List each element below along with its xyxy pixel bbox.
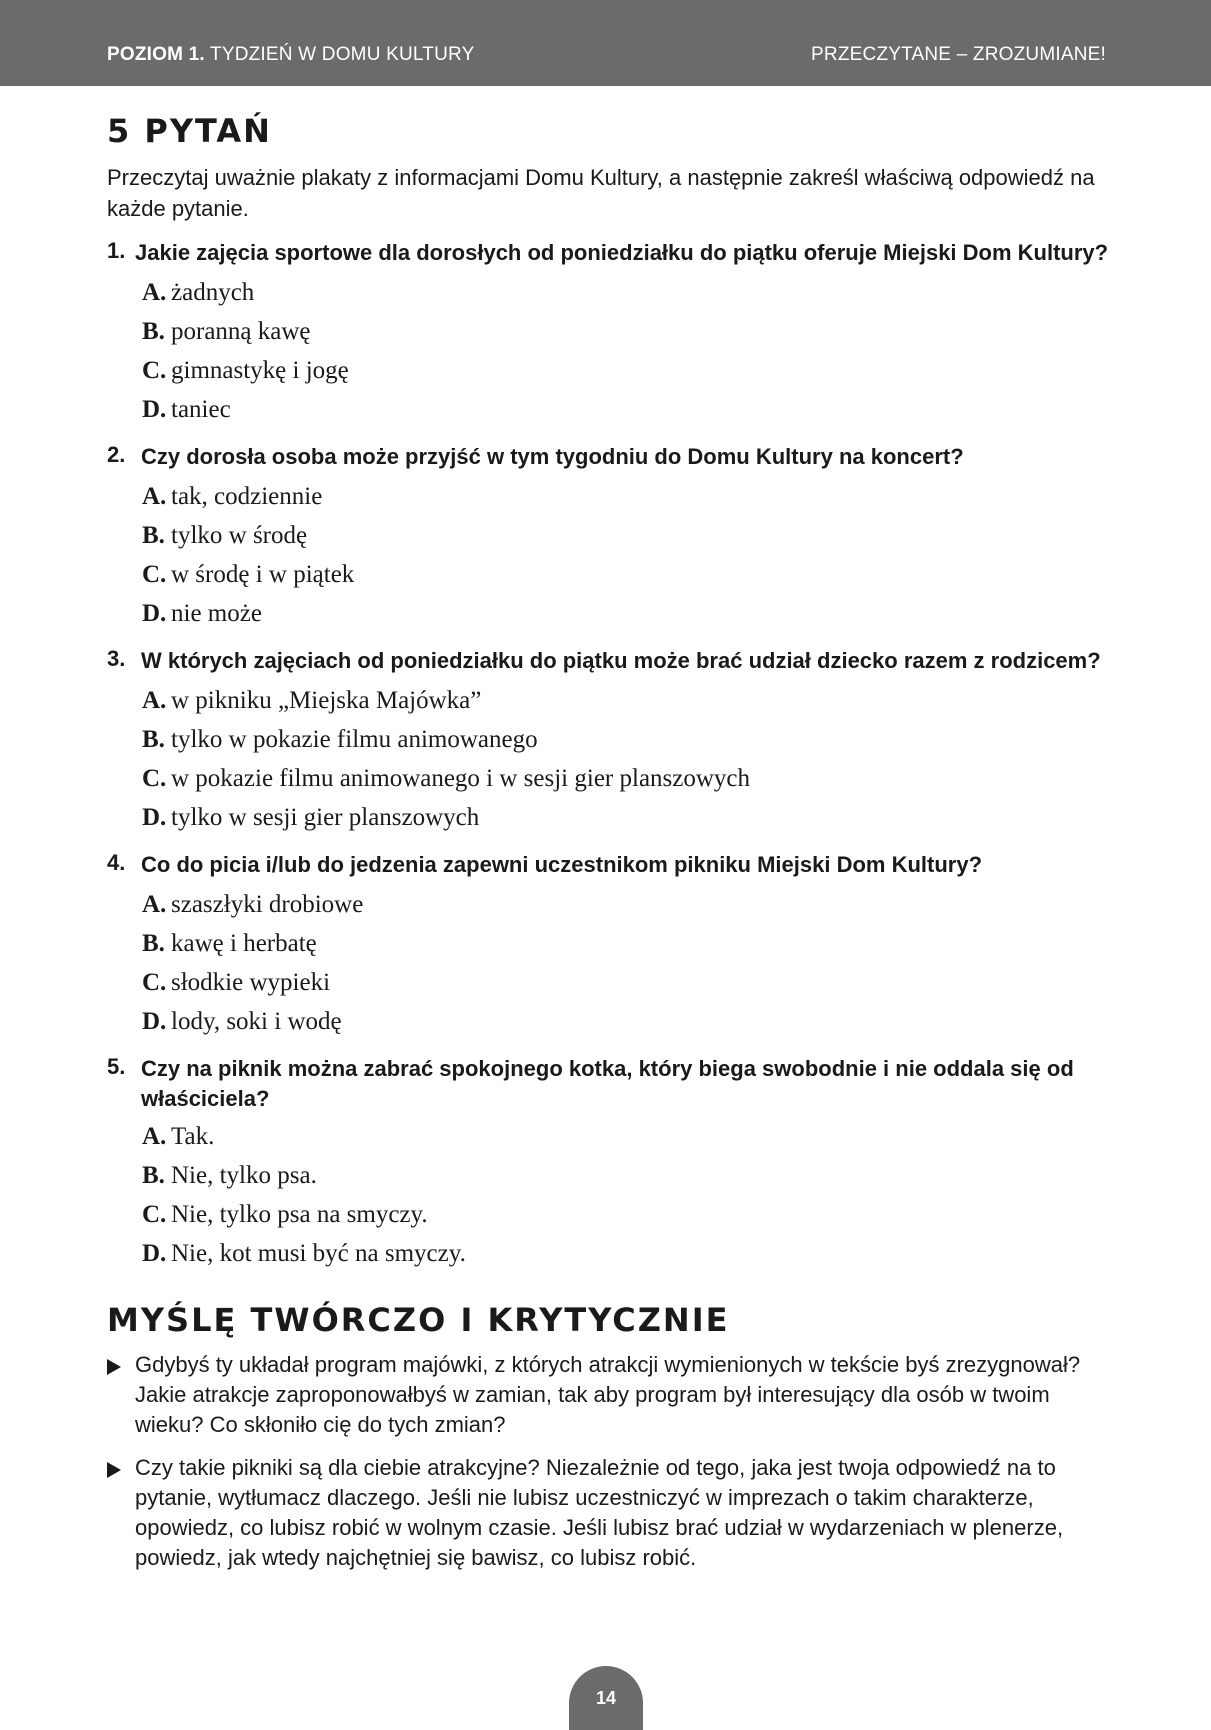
option-letter: C. — [142, 1201, 167, 1228]
question-3 — [107, 646, 1117, 676]
section-intro: Przeczytaj uważnie plakaty z informacjami Domu Kultury, a następnie zakreśl właściwą odpowiedź na każde pytanie. — [107, 165, 1095, 221]
option-text: słodkie wypieki — [171, 969, 331, 996]
option-3a[interactable] — [142, 686, 481, 716]
option-text: poranną kawę — [171, 318, 311, 345]
arrow-right-icon — [107, 1359, 121, 1375]
option-text: kawę i herbatę — [171, 930, 317, 957]
option-letter: D. — [142, 1008, 167, 1035]
option-2d[interactable] — [142, 599, 262, 629]
option-text: w pikniku „Miejska Majówka” — [171, 687, 482, 714]
option-1a[interactable] — [142, 278, 254, 308]
option-text: Nie, tylko psa. — [171, 1162, 317, 1189]
option-text: Tak. — [171, 1123, 215, 1150]
option-5b[interactable] — [142, 1161, 317, 1191]
option-letter: B. — [142, 522, 165, 549]
option-2b[interactable] — [142, 521, 307, 551]
question-text: Czy dorosła osoba może przyjść w tym tygodniu do Domu Kultury na koncert? — [141, 444, 964, 469]
option-3d[interactable] — [142, 803, 479, 833]
option-4c[interactable] — [142, 968, 330, 998]
option-letter: B. — [142, 726, 165, 753]
option-1b[interactable] — [142, 317, 311, 347]
option-text: Nie, tylko psa na smyczy. — [171, 1201, 428, 1228]
option-5d[interactable] — [142, 1239, 466, 1269]
option-4b[interactable] — [142, 929, 317, 959]
bullet-item — [107, 1453, 1117, 1573]
option-letter: C. — [142, 969, 167, 996]
question-number: 4. — [107, 850, 126, 875]
bullet-text: Gdybyś ty układał program majówki, z których atrakcji wymienionych w tekście byś zrezygnował? Jakie atrakcje zaproponowałbyś w zamian, tak aby program był interesujący dla osób w twoim wieku? Co skłoniło cię do tych zmian? — [135, 1352, 1081, 1437]
option-1c[interactable] — [142, 356, 349, 386]
question-4 — [107, 850, 1117, 880]
option-letter: D. — [142, 1240, 167, 1267]
section-title-critical-thinking: MYŚLĘ TWÓRCZO I KRYTYCZNIE — [107, 1301, 730, 1339]
option-letter: A. — [142, 891, 167, 918]
option-letter: D. — [142, 600, 167, 627]
option-5c[interactable] — [142, 1200, 428, 1230]
question-number: 5. — [107, 1054, 126, 1079]
header-title: TYDZIEŃ W DOMU KULTURY — [210, 44, 475, 65]
header-bar — [0, 0, 1211, 86]
option-1d[interactable] — [142, 395, 231, 425]
option-text: żadnych — [171, 279, 255, 306]
option-text: w pokazie filmu animowanego i w sesji gier planszowych — [171, 765, 751, 792]
option-letter: A. — [142, 1123, 167, 1150]
arrow-right-icon — [107, 1462, 121, 1478]
option-3b[interactable] — [142, 725, 538, 755]
option-text: tylko w środę — [171, 522, 308, 549]
question-text: Co do picia i/lub do jedzenia zapewni uczestnikom pikniku Miejski Dom Kultury? — [141, 852, 983, 877]
option-text: tylko w sesji gier planszowych — [171, 804, 480, 831]
bullet-text: Czy takie pikniki są dla ciebie atrakcyjne? Niezależnie od tego, jaka jest twoja odpowiedź na to pytanie, wytłumacz dlaczego. Jeśli nie lubisz uczestniczyć w imprezach o takim charakterze, opowiedz, co lubisz robić w wolnym czasie. Jeśli lubisz brać udział w wydarzeniach w plenerze, powiedz, jak wtedy najchętniej się bawisz, co lubisz robić. — [135, 1455, 1064, 1570]
question-text: W których zajęciach od poniedziałku do piątku może brać udział dziecko razem z rodzicem? — [141, 648, 1101, 673]
option-text: szaszłyki drobiowe — [171, 891, 364, 918]
header-level: POZIOM 1. — [107, 44, 205, 65]
option-3c[interactable] — [142, 764, 750, 794]
question-text: Jakie zajęcia sportowe dla dorosłych od poniedziałku do piątku oferuje Miejski Dom Kultury? — [135, 240, 1109, 265]
option-text: tylko w pokazie filmu animowanego — [171, 726, 538, 753]
option-letter: C. — [142, 357, 167, 384]
option-letter: A. — [142, 279, 167, 306]
option-2c[interactable] — [142, 560, 354, 590]
option-4a[interactable] — [142, 890, 363, 920]
option-text: nie może — [171, 600, 262, 627]
bullet-item — [107, 1350, 1117, 1440]
section-title-questions: 5 PYTAŃ — [107, 112, 272, 150]
option-letter: A. — [142, 483, 167, 510]
question-number: 3. — [107, 646, 126, 671]
option-letter: A. — [142, 687, 167, 714]
option-text: Nie, kot musi być na smyczy. — [171, 1240, 466, 1267]
question-2 — [107, 442, 1117, 472]
option-letter: D. — [142, 396, 167, 423]
option-letter: B. — [142, 930, 165, 957]
question-5 — [107, 1054, 1117, 1114]
option-4d[interactable] — [142, 1007, 342, 1037]
question-number: 2. — [107, 442, 126, 467]
header-level-title — [107, 44, 474, 66]
option-text: gimnastykę i jogę — [171, 357, 349, 384]
question-1 — [107, 238, 1117, 268]
option-letter: C. — [142, 765, 167, 792]
question-text: Czy na piknik można zabrać spokojnego kotka, który biega swobodnie i nie oddala się od właściciela? — [141, 1056, 1074, 1111]
option-text: tak, codziennie — [171, 483, 323, 510]
option-5a[interactable] — [142, 1122, 214, 1152]
page-number: 14 — [569, 1666, 643, 1730]
question-number: 1. — [107, 238, 126, 263]
option-letter: B. — [142, 1162, 165, 1189]
header-series: PRZECZYTANE – ZROZUMIANE! — [811, 44, 1106, 65]
option-2a[interactable] — [142, 482, 322, 512]
option-text: w środę i w piątek — [171, 561, 355, 588]
option-letter: B. — [142, 318, 165, 345]
option-text: taniec — [171, 396, 231, 423]
option-letter: C. — [142, 561, 167, 588]
option-text: lody, soki i wodę — [171, 1008, 342, 1035]
option-letter: D. — [142, 804, 167, 831]
